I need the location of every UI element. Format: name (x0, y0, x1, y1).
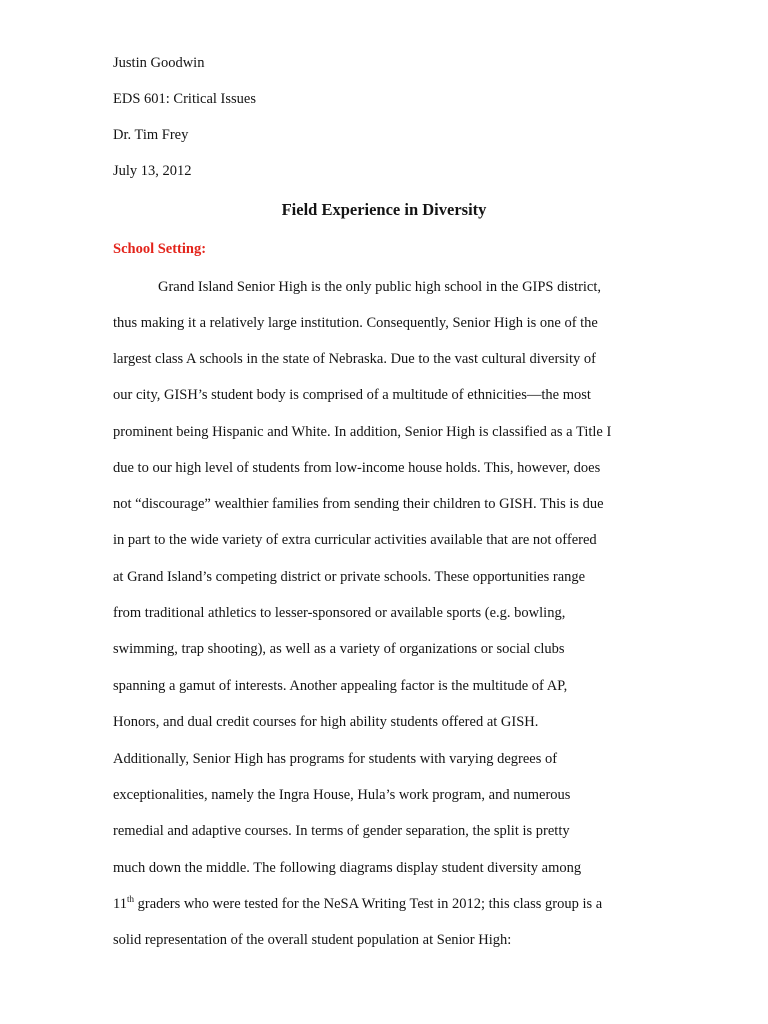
paragraph-line: at Grand Island’s competing district or private schools. These opportunities range (113, 569, 586, 585)
paragraph-line: in part to the wide variety of extra curricular activities available that are not offered (113, 532, 597, 548)
paragraph-line: much down the middle. The following diagrams display student diversity among (113, 860, 582, 876)
author-name: Justin Goodwin (113, 55, 205, 71)
paragraph-line: Grand Island Senior High is the only public high school in the GIPS district, (158, 279, 602, 295)
section-heading: School Setting: (113, 241, 207, 257)
instructor-name: Dr. Tim Frey (113, 127, 189, 143)
paragraph-line: from traditional athletics to lesser-sponsored or available sports (e.g. bowling, (113, 605, 566, 621)
paragraph-line: not “discourage” wealthier families from sending their children to GISH. This is due (113, 496, 604, 512)
paragraph-line: solid representation of the overall student population at Senior High: (113, 932, 512, 948)
paragraph-line: swimming, trap shooting), as well as a variety of organizations or social clubs (113, 641, 565, 657)
paragraph-line: exceptionalities, namely the Ingra House, Hula’s work program, and numerous (113, 787, 571, 803)
paragraph-line: spanning a gamut of interests. Another appealing factor is the multitude of AP, (113, 678, 568, 694)
paragraph-line: our city, GISH’s student body is comprised of a multitude of ethnicities—the most (113, 387, 591, 403)
paragraph-line: Honors, and dual credit courses for high ability students offered at GISH. (113, 714, 539, 730)
paragraph-line: largest class A schools in the state of Nebraska. Due to the vast cultural diversity of (113, 351, 596, 367)
paragraph-line: due to our high level of students from low-income house holds. This, however, does (113, 460, 601, 476)
document-title: Field Experience in Diversity (281, 200, 487, 219)
course-name: EDS 601: Critical Issues (113, 91, 256, 107)
document-date: July 13, 2012 (113, 163, 192, 179)
paragraph-line: Additionally, Senior High has programs for students with varying degrees of (113, 751, 558, 767)
paragraph-line: thus making it a relatively large institution. Consequently, Senior High is one of the (113, 315, 598, 331)
line-text: graders who were tested for the NeSA Writing Test in 2012; this class group is a (133, 896, 603, 912)
ordinal-number: 11 (113, 896, 127, 912)
ordinal-suffix: th (126, 894, 134, 905)
paragraph-line: prominent being Hispanic and White. In addition, Senior High is classified as a Title I (113, 424, 612, 440)
paragraph-line: remedial and adaptive courses. In terms of gender separation, the split is pretty (113, 823, 570, 839)
paragraph-line-with-superscript (113, 895, 655, 913)
